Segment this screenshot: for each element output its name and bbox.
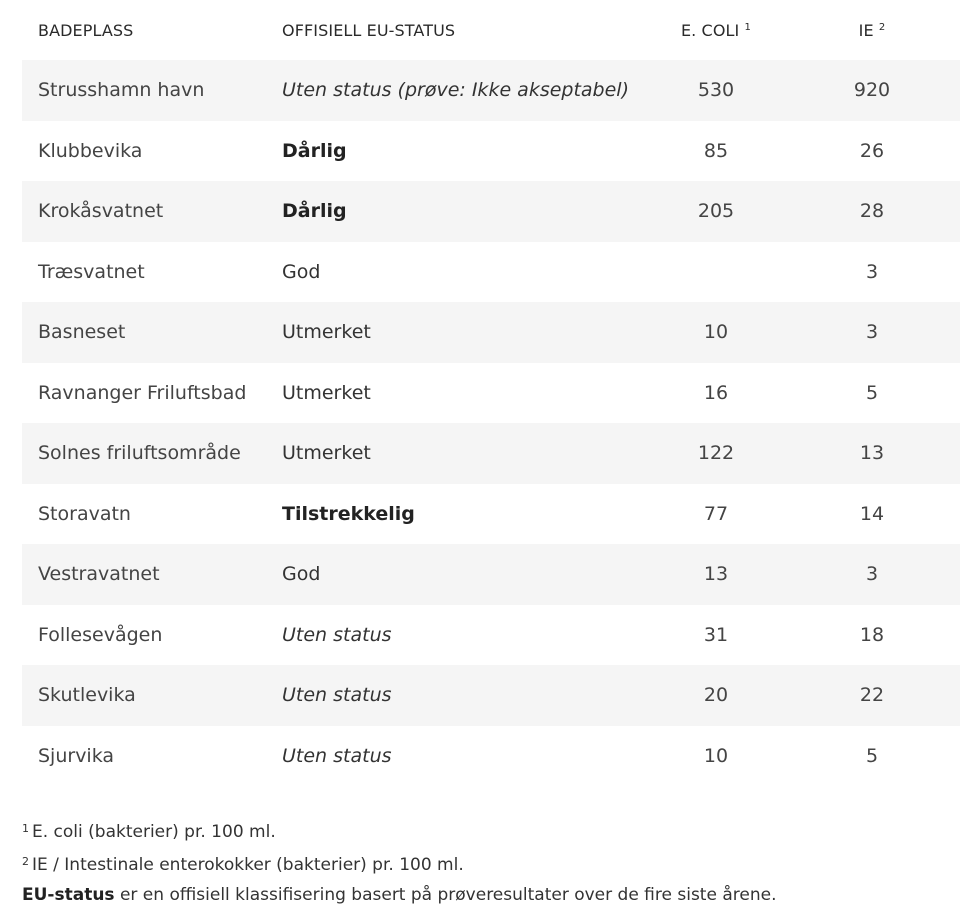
cell-ecoli: 31 (703, 623, 729, 646)
cell-ie: 920 (853, 79, 891, 102)
cell-ie: 5 (865, 381, 879, 404)
cell-ecoli: 10 (703, 744, 729, 767)
cell-ecoli: 122 (697, 442, 735, 465)
cell-ie: 28 (859, 200, 885, 223)
cell-place: Follesevågen (38, 623, 163, 646)
cell-status: Tilstrekkelig (282, 502, 415, 525)
header-ecoli (608, 21, 824, 40)
cell-place: Sjurvika (38, 744, 115, 767)
cell-status: Uten status (282, 684, 392, 707)
cell-place: Krokåsvatnet (38, 200, 164, 223)
table-row (22, 121, 960, 182)
footnote-2-marker: 2 (22, 855, 29, 868)
cell-ie: 18 (859, 623, 885, 646)
cell-status: Uten status (prøve: Ikke akseptabel) (282, 79, 630, 102)
table-row (22, 484, 960, 545)
footnote-3 (22, 880, 776, 910)
cell-ecoli: 13 (703, 563, 729, 586)
cell-ecoli: 205 (697, 200, 735, 223)
footnotes (22, 814, 776, 910)
table-row (22, 726, 960, 787)
cell-ie: 14 (859, 502, 885, 525)
header-status: OFFISIELL EU-STATUS (282, 20, 456, 40)
cell-place: Vestravatnet (38, 563, 160, 586)
cell-ecoli: 16 (703, 381, 729, 404)
cell-place: Træsvatnet (38, 260, 145, 283)
header-ie-label: IE (858, 20, 874, 40)
footnote-1 (22, 814, 776, 847)
cell-ie: 5 (865, 744, 879, 767)
cell-ecoli: 20 (703, 684, 729, 707)
footnote-2-text: IE / Intestinale enterokokker (bakterier) pr. 100 ml. (32, 855, 464, 875)
cell-status: Utmerket (282, 381, 371, 404)
header-place: BADEPLASS (38, 20, 134, 40)
cell-status: Uten status (282, 744, 392, 767)
table-row (22, 60, 960, 121)
table-row (22, 302, 960, 363)
table-body (22, 60, 960, 786)
cell-status: Dårlig (282, 200, 347, 223)
cell-ie: 26 (859, 139, 885, 162)
table-row (22, 423, 960, 484)
cell-place: Storavatn (38, 502, 131, 525)
footnote-1-marker: 1 (22, 822, 29, 835)
table-row (22, 242, 960, 303)
table-row (22, 363, 960, 424)
cell-place: Klubbevika (38, 139, 143, 162)
header-ie-sup: 2 (878, 21, 886, 33)
cell-place: Skutlevika (38, 684, 136, 707)
cell-ecoli: 77 (703, 502, 729, 525)
cell-status: God (282, 260, 321, 283)
cell-ie: 22 (859, 684, 885, 707)
table-header-row (22, 0, 960, 60)
cell-ecoli: 530 (697, 79, 735, 102)
cell-place: Solnes friluftsområde (38, 442, 241, 465)
cell-status: Dårlig (282, 139, 347, 162)
cell-place: Strusshamn havn (38, 79, 205, 102)
table-row (22, 665, 960, 726)
cell-status: Uten status (282, 623, 392, 646)
cell-ecoli: 10 (703, 321, 729, 344)
cell-ie: 3 (865, 260, 879, 283)
table-row (22, 181, 960, 242)
bathing-water-table (22, 0, 960, 786)
cell-place: Basneset (38, 321, 126, 344)
cell-status: Utmerket (282, 321, 371, 344)
footnote-3-text: er en offisiell klassifisering basert på prøveresultater over de fire siste årene. (114, 885, 777, 905)
cell-status: God (282, 563, 321, 586)
header-ie (824, 21, 960, 40)
table-row (22, 605, 960, 666)
header-ecoli-label: E. COLI (680, 20, 740, 40)
footnote-2 (22, 847, 776, 880)
cell-ie: 13 (859, 442, 885, 465)
cell-ecoli: 85 (703, 139, 729, 162)
footnote-3-bold: EU-status (22, 885, 115, 905)
footnote-1-text: E. coli (bakterier) pr. 100 ml. (32, 822, 276, 842)
cell-status: Utmerket (282, 442, 371, 465)
header-ecoli-sup: 1 (744, 21, 752, 33)
cell-ie: 3 (865, 321, 879, 344)
cell-ie: 3 (865, 563, 879, 586)
table-row (22, 544, 960, 605)
cell-place: Ravnanger Friluftsbad (38, 381, 247, 404)
